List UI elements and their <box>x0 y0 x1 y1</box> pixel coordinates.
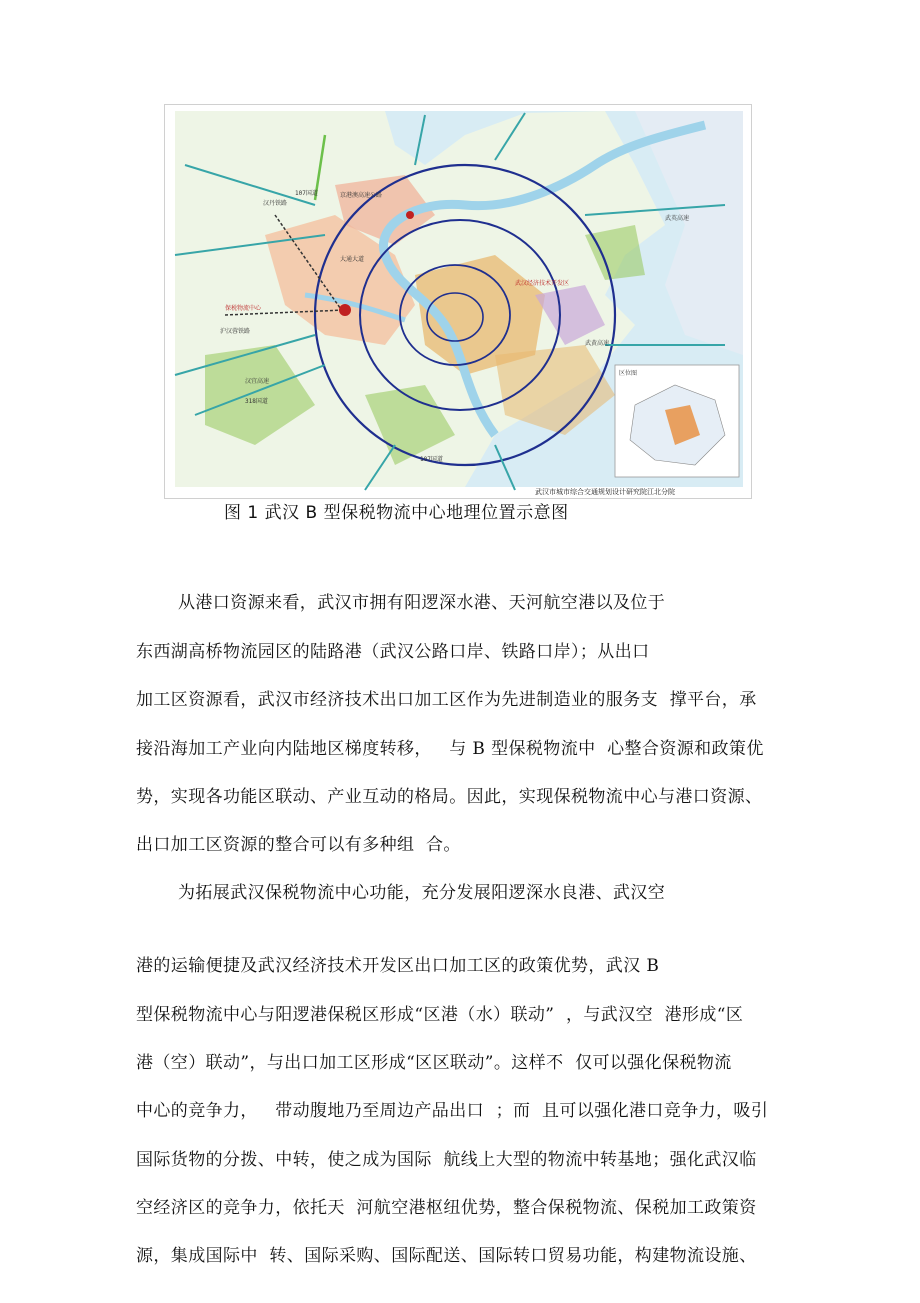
caption-type: B <box>305 503 318 523</box>
svg-text:沪汉蓉铁路: 沪汉蓉铁路 <box>220 328 251 335</box>
paragraph-line: 空经济区的竞争力，依托天 河航空港枢纽优势，整合保税物流、保税加工政策资 <box>136 1198 757 1218</box>
svg-text:318国道: 318国道 <box>245 398 268 405</box>
location-map <box>164 104 752 499</box>
paragraph-line: 加工区资源看，武汉市经济技术出口加工区作为先进制造业的服务支 撑平台，承 <box>136 690 757 710</box>
svg-text:武黄高速: 武黄高速 <box>585 340 610 347</box>
airport-marker <box>406 211 414 219</box>
paragraph-line: 中心的竞争力， 带动腹地乃至周边产品出口 ；而 且可以强化港口竞争力，吸引 <box>136 1101 769 1121</box>
svg-text:大通大道: 大通大道 <box>340 256 365 263</box>
paragraph-line: 为拓展武汉保税物流中心功能，充分发展阳逻深水良港、武汉空 <box>178 883 666 903</box>
svg-text:保税物流中心: 保税物流中心 <box>225 305 262 312</box>
paragraph-line: 东西湖高桥物流园区的陆路港（武汉公路口岸、铁路口岸）；从出口 <box>136 642 650 662</box>
svg-text:武英高速: 武英高速 <box>665 215 690 222</box>
map-credit: 武汉市城市综合交通规划设计研究院江北分院 <box>535 488 675 496</box>
svg-text:汉宜高速: 汉宜高速 <box>245 378 270 385</box>
paragraph-line: 势，实现各功能区联动、产业互动的格局。因此，实现保税物流中心与港口资源、 <box>136 787 763 807</box>
svg-text:107国道: 107国道 <box>295 190 318 197</box>
paragraph-line: 型保税物流中心与阳逻港保税区形成“区港（水）联动” ，与武汉空 港形成“区 <box>136 1005 744 1025</box>
svg-text:区位图: 区位图 <box>619 370 638 377</box>
caption-prefix: 图 <box>224 503 248 523</box>
map-graphic <box>165 105 751 498</box>
inset-map <box>615 365 739 477</box>
figure-caption <box>224 498 569 523</box>
paragraph-line: 出口加工区资源的整合可以有多种组 合。 <box>136 835 461 855</box>
svg-text:107国道: 107国道 <box>420 456 443 463</box>
svg-text:汉丹铁路: 汉丹铁路 <box>263 200 288 207</box>
caption-mid: 武汉 <box>258 503 306 523</box>
paragraph-line: 从港口资源来看，武汉市拥有阳逻深水港、天河航空港以及位于 <box>178 593 666 613</box>
svg-text:武汉经济技术开发区: 武汉经济技术开发区 <box>515 280 570 287</box>
svg-text:京港澳高速公路: 京港澳高速公路 <box>340 192 383 199</box>
paragraph-line: 港的运输便捷及武汉经济技术开发区出口加工区的政策优势，武汉 B <box>136 956 660 976</box>
paragraph-line: 港（空）联动”，与出口加工区形成“区区联动”。这样不 仅可以强化保税物流 <box>136 1053 732 1073</box>
paragraph-line: 源，集成国际中 转、国际采购、国际配送、国际转口贸易功能，构建物流设施、 <box>136 1246 757 1266</box>
caption-text: 型保税物流中心地理位置示意图 <box>317 503 569 523</box>
paragraph-line: 国际货物的分拨、中转，使之成为国际 航线上大型的物流中转基地；强化武汉临 <box>136 1150 757 1170</box>
caption-number: 1 <box>247 503 259 523</box>
logistics-center-marker <box>339 304 351 316</box>
paragraph-line: 接沿海加工产业向内陆地区梯度转移， 与 B 型保税物流中 心整合资源和政策优 <box>136 739 764 759</box>
